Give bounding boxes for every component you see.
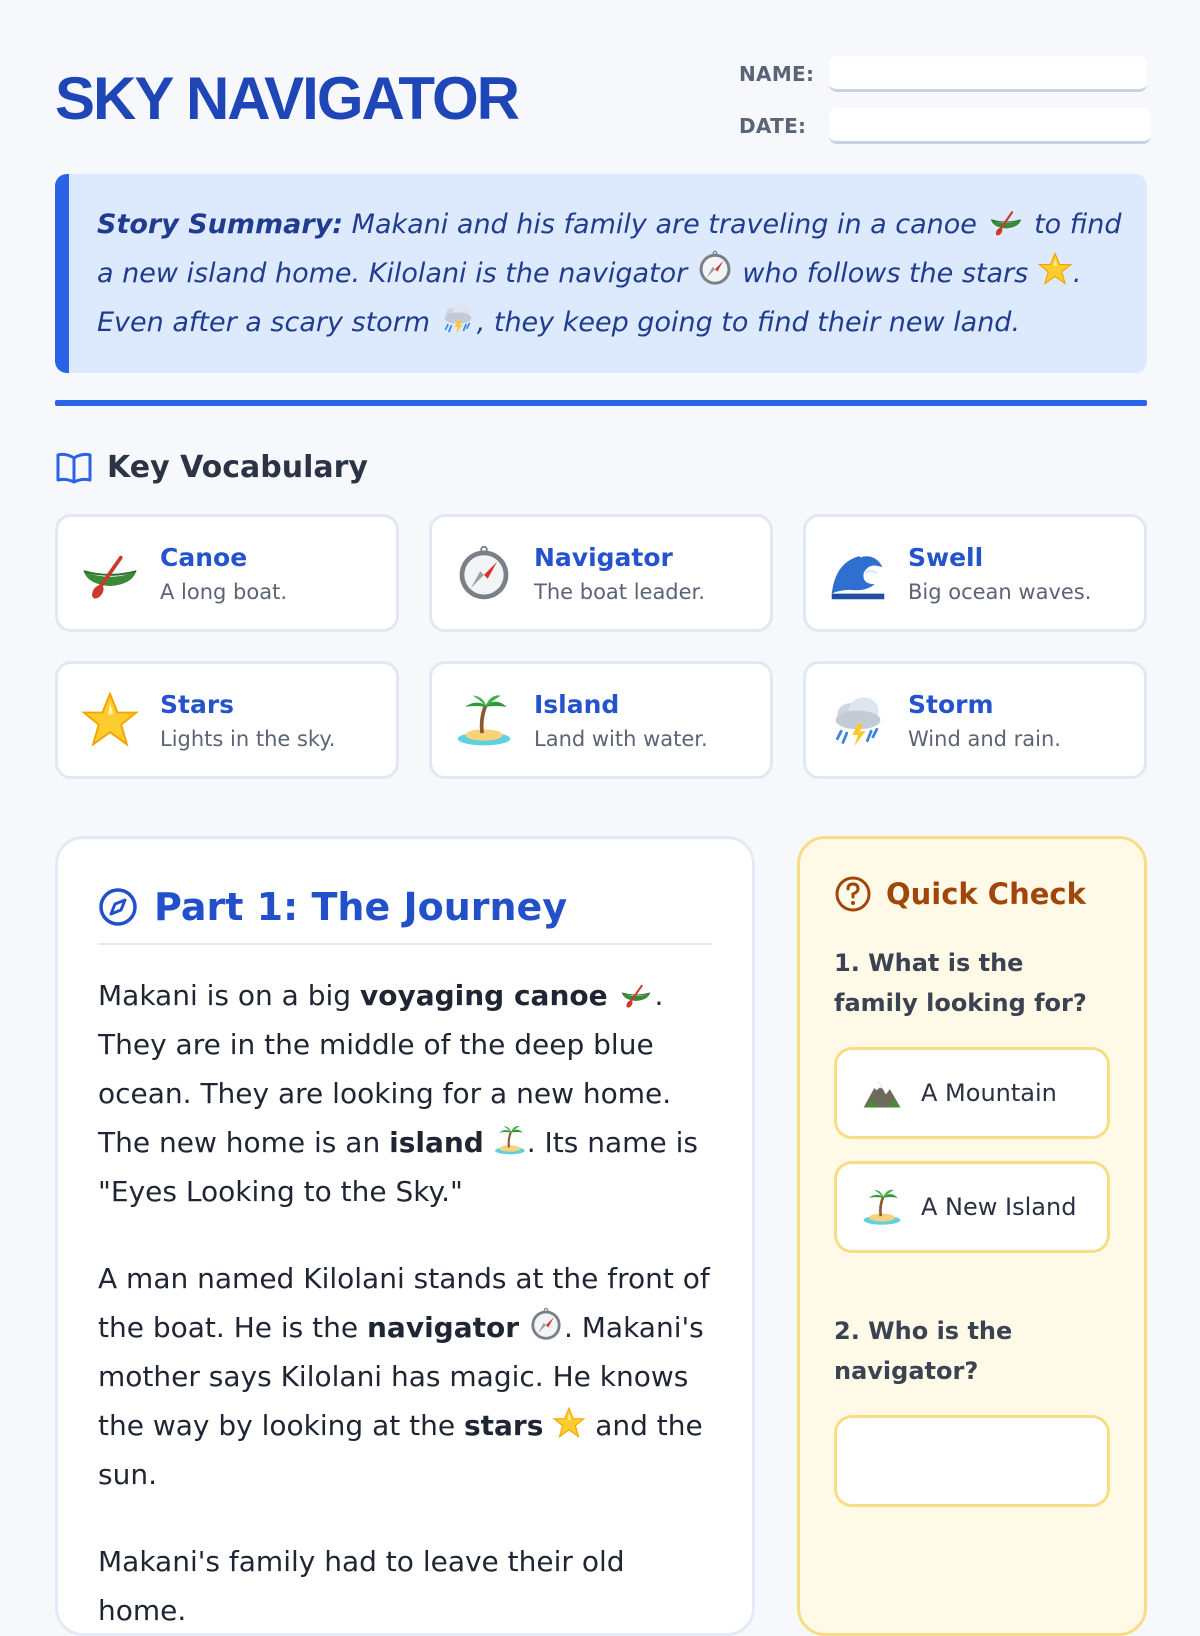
- name-label: NAME:: [739, 62, 815, 86]
- vocab-card-navigator: [429, 514, 773, 632]
- vocab-definition: Big ocean waves.: [908, 579, 1092, 604]
- vocab-card-storm: [803, 661, 1147, 779]
- p1-text-e: . Its name is "Eyes Looking to the Sky.": [98, 1126, 698, 1208]
- island-icon: [493, 1123, 527, 1157]
- vocab-word: Stars: [160, 689, 235, 719]
- summary-label: Story Summary:: [97, 209, 344, 240]
- vocab-card-island: [429, 661, 773, 779]
- story-paragraph-1: [98, 971, 712, 1216]
- part-1-card: [55, 836, 755, 1636]
- wave-icon: [826, 541, 890, 605]
- p2-text-a: A man named Kilolani stands at the front of the boat. He is the: [98, 1262, 710, 1344]
- vocab-word: Storm: [908, 689, 994, 719]
- island-icon: [861, 1186, 903, 1228]
- p2-text-c: . Makani's mother says Kilolani has magic. He knows the way by looking at the: [98, 1311, 704, 1442]
- book-open-icon: [55, 451, 93, 485]
- quick-check-card: [797, 836, 1147, 1636]
- summary-text-4: . Even after a scary storm: [97, 258, 1082, 338]
- name-field-row: [739, 56, 1147, 92]
- star-icon: [78, 688, 142, 752]
- island-icon: [452, 688, 516, 752]
- compass-outline-icon: [98, 887, 138, 927]
- vocab-card-stars: [55, 661, 399, 779]
- canoe-icon: [617, 978, 655, 1010]
- vocabulary-heading-label: Key Vocabulary: [107, 450, 368, 485]
- compass-icon: [452, 541, 516, 605]
- quick-check-title: Quick Check: [886, 877, 1086, 911]
- compass-icon: [528, 1306, 564, 1342]
- summary-text-3: who follows the stars: [733, 258, 1037, 289]
- summary-text-2: to find a new island home. Kilolani is the navigator: [97, 209, 1122, 289]
- date-input[interactable]: [829, 108, 1151, 144]
- canoe-icon: [78, 541, 142, 605]
- vocab-word: Canoe: [160, 542, 248, 572]
- part-1-heading: [98, 885, 712, 945]
- date-label: DATE:: [739, 114, 807, 138]
- vocab-definition: Land with water.: [534, 726, 708, 751]
- p1-bold-voyaging-canoe: voyaging canoe: [359, 979, 608, 1012]
- vocab-card-swell: [803, 514, 1147, 632]
- answer-option-new-island[interactable]: [834, 1161, 1110, 1253]
- vocab-definition: A long boat.: [160, 579, 287, 604]
- vocabulary-heading: [55, 450, 368, 485]
- summary-text-1: Makani and his family are traveling in a canoe: [343, 209, 986, 240]
- vocab-word: Navigator: [534, 542, 673, 572]
- section-divider: [55, 400, 1147, 406]
- answer-option-label: A New Island: [921, 1193, 1077, 1221]
- question-circle-icon: [834, 875, 872, 913]
- quick-check-heading: [834, 875, 1110, 913]
- compass-icon: [696, 249, 734, 287]
- name-input[interactable]: [829, 56, 1147, 92]
- storm-cloud-icon: [826, 688, 890, 752]
- canoe-icon: [986, 204, 1026, 238]
- story-paragraph-2: [98, 1254, 712, 1499]
- p1-bold-island: island: [389, 1126, 484, 1159]
- p2-text-e: and the sun.: [98, 1409, 703, 1491]
- p1-text-c: . They are in the middle of the deep blue ocean. They are looking for a new home. The new home is an: [98, 979, 672, 1159]
- p2-bold-navigator: navigator: [367, 1311, 520, 1344]
- vocab-definition: Wind and rain.: [908, 726, 1061, 751]
- answer-option-mountain[interactable]: [834, 1047, 1110, 1139]
- p2-bold-stars: stars: [463, 1409, 544, 1442]
- mountain-icon: [861, 1072, 903, 1114]
- question-2: 2. Who is the navigator?: [834, 1317, 1013, 1385]
- header: [55, 52, 1147, 152]
- story-paragraph-3: Makani's family had to leave their old home.: [98, 1545, 625, 1627]
- answer-input-navigator[interactable]: [834, 1415, 1110, 1507]
- p1-text-a: Makani is on a big: [98, 979, 360, 1012]
- star-icon: [1037, 251, 1073, 287]
- date-field-row: [739, 108, 1151, 144]
- vocab-definition: Lights in the sky.: [160, 726, 336, 751]
- question-1: 1. What is the family looking for?: [834, 949, 1087, 1017]
- summary-text-5: , they keep going to find their new land.: [476, 307, 1021, 338]
- page-title: SKY NAVIGATOR: [55, 65, 518, 132]
- worksheet-page: [55, 0, 1147, 1627]
- vocab-word: Island: [534, 689, 620, 719]
- vocab-card-canoe: [55, 514, 399, 632]
- vocab-word: Swell: [908, 542, 984, 572]
- vocab-definition: The boat leader.: [534, 579, 705, 604]
- star-icon: [552, 1406, 586, 1440]
- storm-cloud-icon: [439, 300, 477, 336]
- part-1-title: Part 1: The Journey: [154, 885, 568, 929]
- story-summary: [55, 174, 1147, 373]
- answer-option-label: A Mountain: [921, 1079, 1057, 1107]
